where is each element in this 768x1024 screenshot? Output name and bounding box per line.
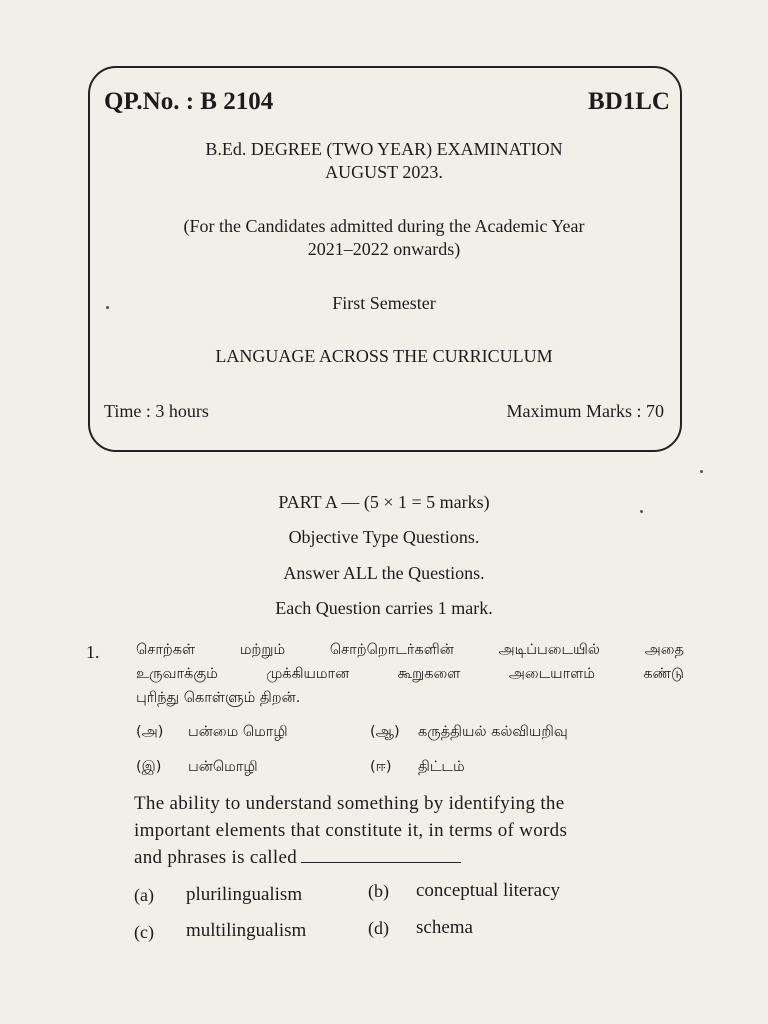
option-label-c: (c) xyxy=(134,922,154,942)
english-question-text xyxy=(134,790,684,871)
answer-instruction: Answer ALL the Questions. xyxy=(283,563,485,583)
tamil-word: உருவாக்கும் xyxy=(136,666,218,682)
tamil-word: சொற்கள் xyxy=(136,642,196,658)
tamil-option-label-b: (ஆ) xyxy=(370,724,400,740)
tamil-word: அதை xyxy=(644,642,684,658)
tamil-option-text-c: பன்மொழி xyxy=(188,759,258,775)
exam-time: Time : 3 hours xyxy=(104,401,209,421)
option-text-c: multilingualism xyxy=(186,920,307,941)
english-question-line-1: The ability to understand something by identifying the xyxy=(134,793,565,814)
tamil-word: அடையாளம் xyxy=(508,666,595,682)
answer-blank xyxy=(301,849,461,863)
tamil-word: சொற்றொடர்களின் xyxy=(329,642,454,658)
semester: First Semester xyxy=(332,293,436,313)
paper-code: BD1LC xyxy=(588,88,670,115)
tamil-word: மற்றும் xyxy=(239,642,286,658)
tamil-option-label-d: (ஈ) xyxy=(370,759,392,775)
tamil-option-text-b: கருத்தியல் கல்வியறிவு xyxy=(418,724,568,740)
tamil-option-text-d: திட்டம் xyxy=(418,759,465,775)
tamil-question-line-2 xyxy=(136,662,684,686)
tamil-question-line-1 xyxy=(136,638,684,662)
paper-speck xyxy=(640,510,643,513)
tamil-word: கூறுகளை xyxy=(397,666,461,682)
paper-speck xyxy=(106,306,109,309)
tamil-option-label-c: (இ) xyxy=(136,759,162,775)
tamil-option-label-a: (அ) xyxy=(136,724,164,740)
part-title: PART A — (5 × 1 = 5 marks) xyxy=(278,492,490,512)
option-text-a: plurilingualism xyxy=(186,884,303,905)
tamil-option-text-a: பன்மை மொழி xyxy=(188,724,288,740)
tamil-word: முக்கியமான xyxy=(266,666,350,682)
paper-speck xyxy=(700,470,703,473)
option-label-b: (b) xyxy=(368,881,389,901)
option-text-d: schema xyxy=(416,917,473,938)
exam-degree: B.Ed. DEGREE (TWO YEAR) EXAMINATION xyxy=(205,139,563,159)
english-question-line-3 xyxy=(134,844,684,871)
question-type: Objective Type Questions. xyxy=(288,527,480,547)
tamil-word: அடிப்படையில் xyxy=(498,642,600,658)
candidates-line-2: 2021–2022 onwards) xyxy=(307,239,461,259)
exam-date: AUGUST 2023. xyxy=(325,162,443,182)
question-number: 1. xyxy=(86,642,100,662)
option-text-b: conceptual literacy xyxy=(416,880,561,901)
subject-title: LANGUAGE ACROSS THE CURRICULUM xyxy=(215,346,553,366)
option-label-a: (a) xyxy=(134,885,154,905)
candidates-line-1: (For the Candidates admitted during the Academic Year xyxy=(183,216,585,236)
tamil-question-line-3: புரிந்து கொள்ளும் திறன். xyxy=(136,690,301,706)
option-label-d: (d) xyxy=(368,918,389,938)
maximum-marks: Maximum Marks : 70 xyxy=(506,401,664,421)
tamil-word: கண்டு xyxy=(643,666,684,682)
question-paper-number: QP.No. : B 2104 xyxy=(104,88,274,115)
english-question-line-3-text: and phrases is called xyxy=(134,847,297,868)
tamil-question-text xyxy=(136,638,684,710)
english-question-line-2: important elements that constitute it, in terms of words xyxy=(134,820,568,841)
marks-note: Each Question carries 1 mark. xyxy=(275,598,493,618)
